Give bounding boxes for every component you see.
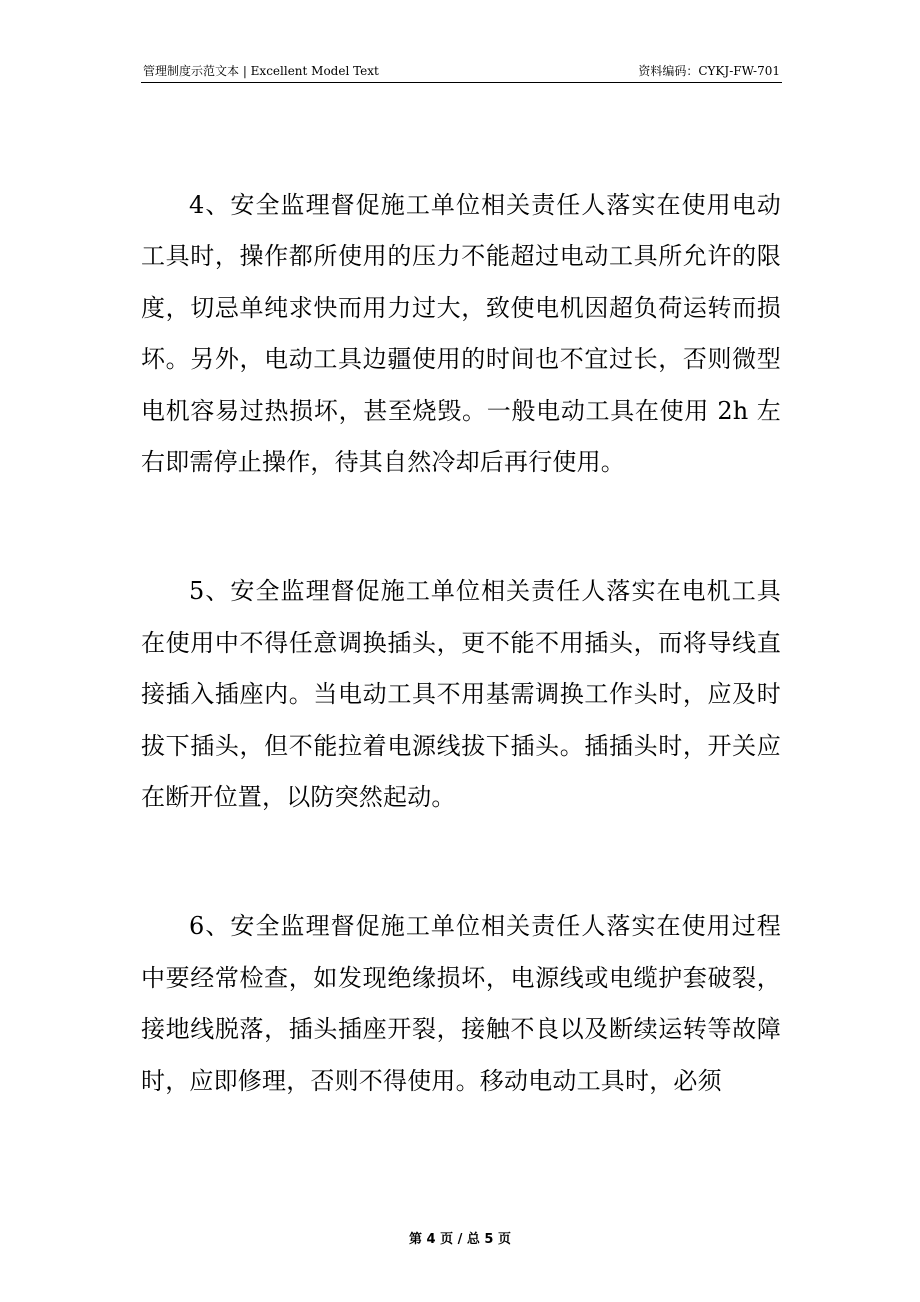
paragraph-item-5: 5、安全监理督促施工单位相关责任人落实在电机工具在使用中不得任意调换插头，更不能不用插头，而将导线直接插入插座内。当电动工具不用基需调换工作头时，应及时拔下插头，但不能拉着电源线拔下插头。插插头时，开关应在断开位置，以防突然起动。 bbox=[141, 577, 781, 812]
page-header bbox=[141, 62, 782, 83]
header-document-code: 资料编码：CYKJ-FW-701 bbox=[638, 64, 780, 78]
document-body bbox=[141, 180, 781, 1185]
paragraph-item-6: 6、安全监理督促施工单位相关责任人落实在使用过程中要经常检查，如发现绝缘损坏，电源线或电缆护套破裂，接地线脱落，插头插座开裂，接触不良以及断续运转等故障时，应即修理，否则不得使用。移动电动工具时，必须 bbox=[141, 912, 781, 1095]
header-document-type: 管理制度示范文本 | Excellent Model Text bbox=[143, 64, 379, 78]
paragraph-item-4: 4、安全监理督促施工单位相关责任人落实在使用电动工具时，操作都所使用的压力不能超过电动工具所允许的限度，切忌单纯求快而用力过大，致使电机因超负荷运转而损坏。另外，电动工具边疆使用的时间也不宜过长，否则微型电机容易过热损坏，甚至烧毁。一般电动工具在使用 2h 左右即需停止操作，待其自然冷却后再行使用。 bbox=[141, 191, 781, 477]
page-number: 第 4 页 / 总 5 页 bbox=[409, 1232, 511, 1247]
page-footer bbox=[0, 1231, 920, 1249]
